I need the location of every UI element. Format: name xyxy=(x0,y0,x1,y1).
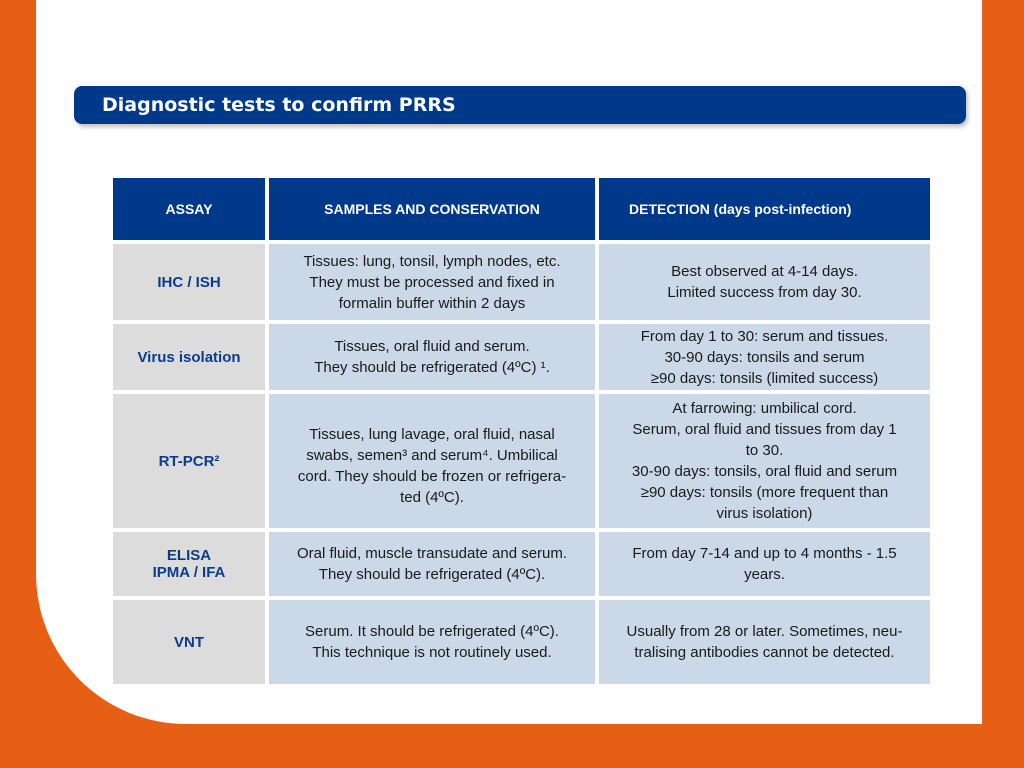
detection-text: From day 7-14 and up to 4 months - 1.5 years. xyxy=(632,545,897,583)
table-row-samples xyxy=(269,324,595,390)
table-row-detection xyxy=(599,600,930,684)
table-row-samples xyxy=(269,600,595,684)
samples-text: Serum. It should be refrigerated (4ºC). This technique is not routinely used. xyxy=(305,623,559,661)
detection-text: At farrowing: umbilical cord. Serum, oral fluid and tissues from day 1 to 30. 30-90 days: tonsils, oral fluid and serum ≥90 days: tonsils (more frequent than virus isolation) xyxy=(631,400,898,522)
assay-label: ELISA IPMA / IFA xyxy=(152,547,226,581)
detection-text: From day 1 to 30: serum and tissues. 30-90 days: tonsils and serum ≥90 days: tonsils (limited success) xyxy=(640,327,889,387)
samples-text: Tissues, lung lavage, oral fluid, nasal swabs, semen³ and serum⁴. Umbilical cord. They should be frozen or refrigera- ted (4ºC). xyxy=(297,426,567,506)
table-row-samples xyxy=(269,532,595,596)
header-detection xyxy=(599,178,930,240)
table-row-samples xyxy=(269,394,595,528)
table-row-assay xyxy=(113,394,265,528)
table-row-detection xyxy=(599,244,930,320)
header-assay-label: ASSAY xyxy=(165,201,213,217)
samples-text: Tissues: lung, tonsil, lymph nodes, etc. They must be processed and fixed in formalin buffer within 2 days xyxy=(303,252,561,312)
table-row-detection xyxy=(599,532,930,596)
page-title: Diagnostic tests to confirm PRRS xyxy=(102,94,456,116)
table-row-assay xyxy=(113,532,265,596)
header-samples-label: SAMPLES AND CONSERVATION xyxy=(324,201,540,217)
assay-label: VNT xyxy=(174,633,204,651)
table-row-detection xyxy=(599,324,930,390)
table-row-samples xyxy=(269,244,595,320)
header-assay xyxy=(113,178,265,240)
samples-text: Oral fluid, muscle transudate and serum. They should be refrigerated (4ºC). xyxy=(296,545,568,583)
header-detection-label: DETECTION (days post-infection) xyxy=(629,201,852,217)
table-row-assay xyxy=(113,244,265,320)
title-bar xyxy=(74,86,966,124)
header-samples xyxy=(269,178,595,240)
table-row-assay xyxy=(113,324,265,390)
assay-label: Virus isolation xyxy=(137,348,241,366)
detection-text: Best observed at 4-14 days. Limited success from day 30. xyxy=(667,263,862,301)
detection-text: Usually from 28 or later. Sometimes, neu- tralising antibodies cannot be detected. xyxy=(626,623,903,661)
table-row-assay xyxy=(113,600,265,684)
assay-label: IHC / ISH xyxy=(157,273,221,291)
samples-text: Tissues, oral fluid and serum. They should be refrigerated (4ºC) ¹. xyxy=(314,338,550,376)
assay-label: RT-PCR² xyxy=(158,452,220,470)
table-row-detection xyxy=(599,394,930,528)
